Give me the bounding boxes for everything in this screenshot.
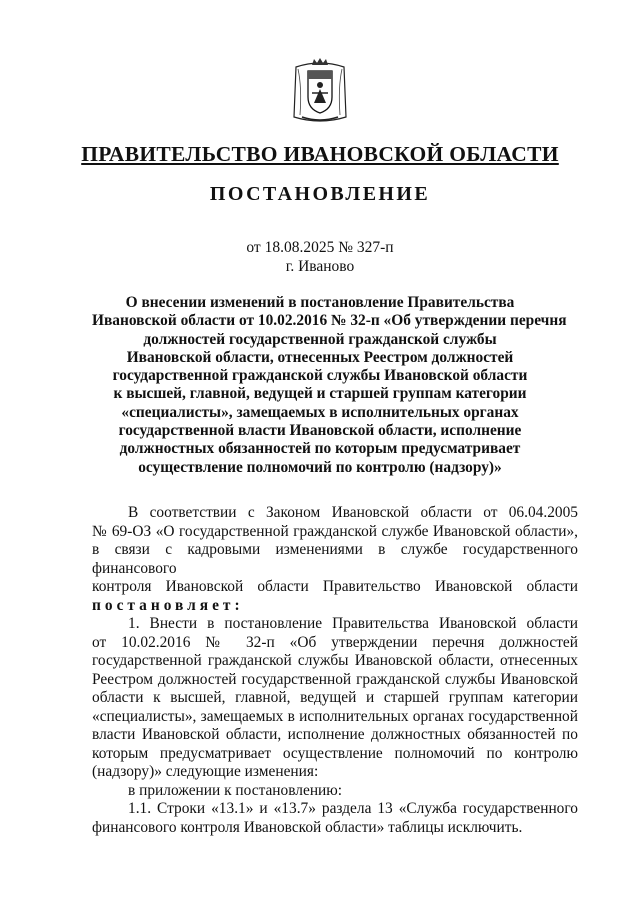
body-line: которым предусматривает осуществление полномочий по контролю: [92, 744, 578, 762]
body-line: в приложении к постановлению:: [128, 781, 343, 799]
body-line: контроля Ивановской области Правительство Ивановской области: [92, 578, 578, 595]
paragraph-appendix: [92, 782, 578, 801]
title-line: государственной гражданской службы Ивановской области: [112, 367, 528, 385]
coat-of-arms-icon: [292, 57, 348, 125]
title-line: должностей государственной гражданской службы: [143, 330, 497, 348]
body-line: «специалисты», замещаемых в исполнительных органах государственной: [92, 707, 578, 725]
body-line: финансового контроля Ивановской области» таблицы исключить.: [92, 818, 523, 836]
organization-name: ПРАВИТЕЛЬСТВО ИВАНОВСКОЙ ОБЛАСТИ: [81, 142, 559, 166]
body-line: государственной гражданской службы Ивановской области, отнесенных: [92, 652, 578, 669]
title-line: Ивановской области, отнесенных Реестром должностей: [126, 348, 514, 366]
body-line: в связи с кадровыми изменениями в службе государственного финансового: [92, 541, 578, 577]
body-line: Реестром должностей государственной гражданской службы Ивановской: [92, 670, 578, 688]
body-line: от 10.02.2016 № 32-п «Об утверждении перечня должностей: [92, 633, 578, 651]
body-line: (надзору)» следующие изменения:: [92, 763, 319, 780]
document-city: г. Иваново: [285, 258, 355, 275]
document-title: [92, 294, 567, 477]
title-line: «специалисты», замещаемых в исполнительных органах: [121, 403, 519, 421]
title-line: к высшей, главной, ведущей и старшей группам категории: [113, 385, 527, 403]
body-line: власти Ивановской области, исполнение должностных обязанностей по: [92, 726, 578, 743]
body-line: № 69-ОЗ «О государственной гражданской службе Ивановской области»,: [92, 522, 578, 540]
document-type: ПОСТАНОВЛЕНИЕ: [209, 183, 431, 205]
body-line: В соответствии с Законом Ивановской области от 06.04.2005: [128, 504, 578, 521]
paragraph-item-1: [92, 615, 578, 782]
title-line: осуществление полномочий по контролю (надзору)»: [138, 458, 502, 476]
paragraph-preamble: [92, 504, 578, 615]
body-line: 1. Внести в постановление Правительства Ивановской области: [128, 615, 578, 632]
title-line: Ивановской области от 10.02.2016 № 32-п «Об утверждении перечня: [92, 312, 567, 330]
document-date-number: от 18.08.2025 № 327-п: [246, 239, 394, 256]
decree-word: постановляет:: [92, 596, 244, 614]
paragraph-item-1-1: [92, 800, 578, 837]
body-line: 1.1. Строки «13.1» и «13.7» раздела 13 «Служба государственного: [128, 800, 578, 817]
body-line: области к высшей, главной, ведущей и старшей группам категории: [92, 689, 578, 706]
document-body: [92, 504, 578, 837]
title-line: должностных обязанностей по которым предусматривает: [119, 440, 521, 458]
title-line: О внесении изменений в постановление Правительства: [125, 294, 515, 311]
title-line: государственной власти Ивановской области, исполнение: [118, 422, 522, 440]
